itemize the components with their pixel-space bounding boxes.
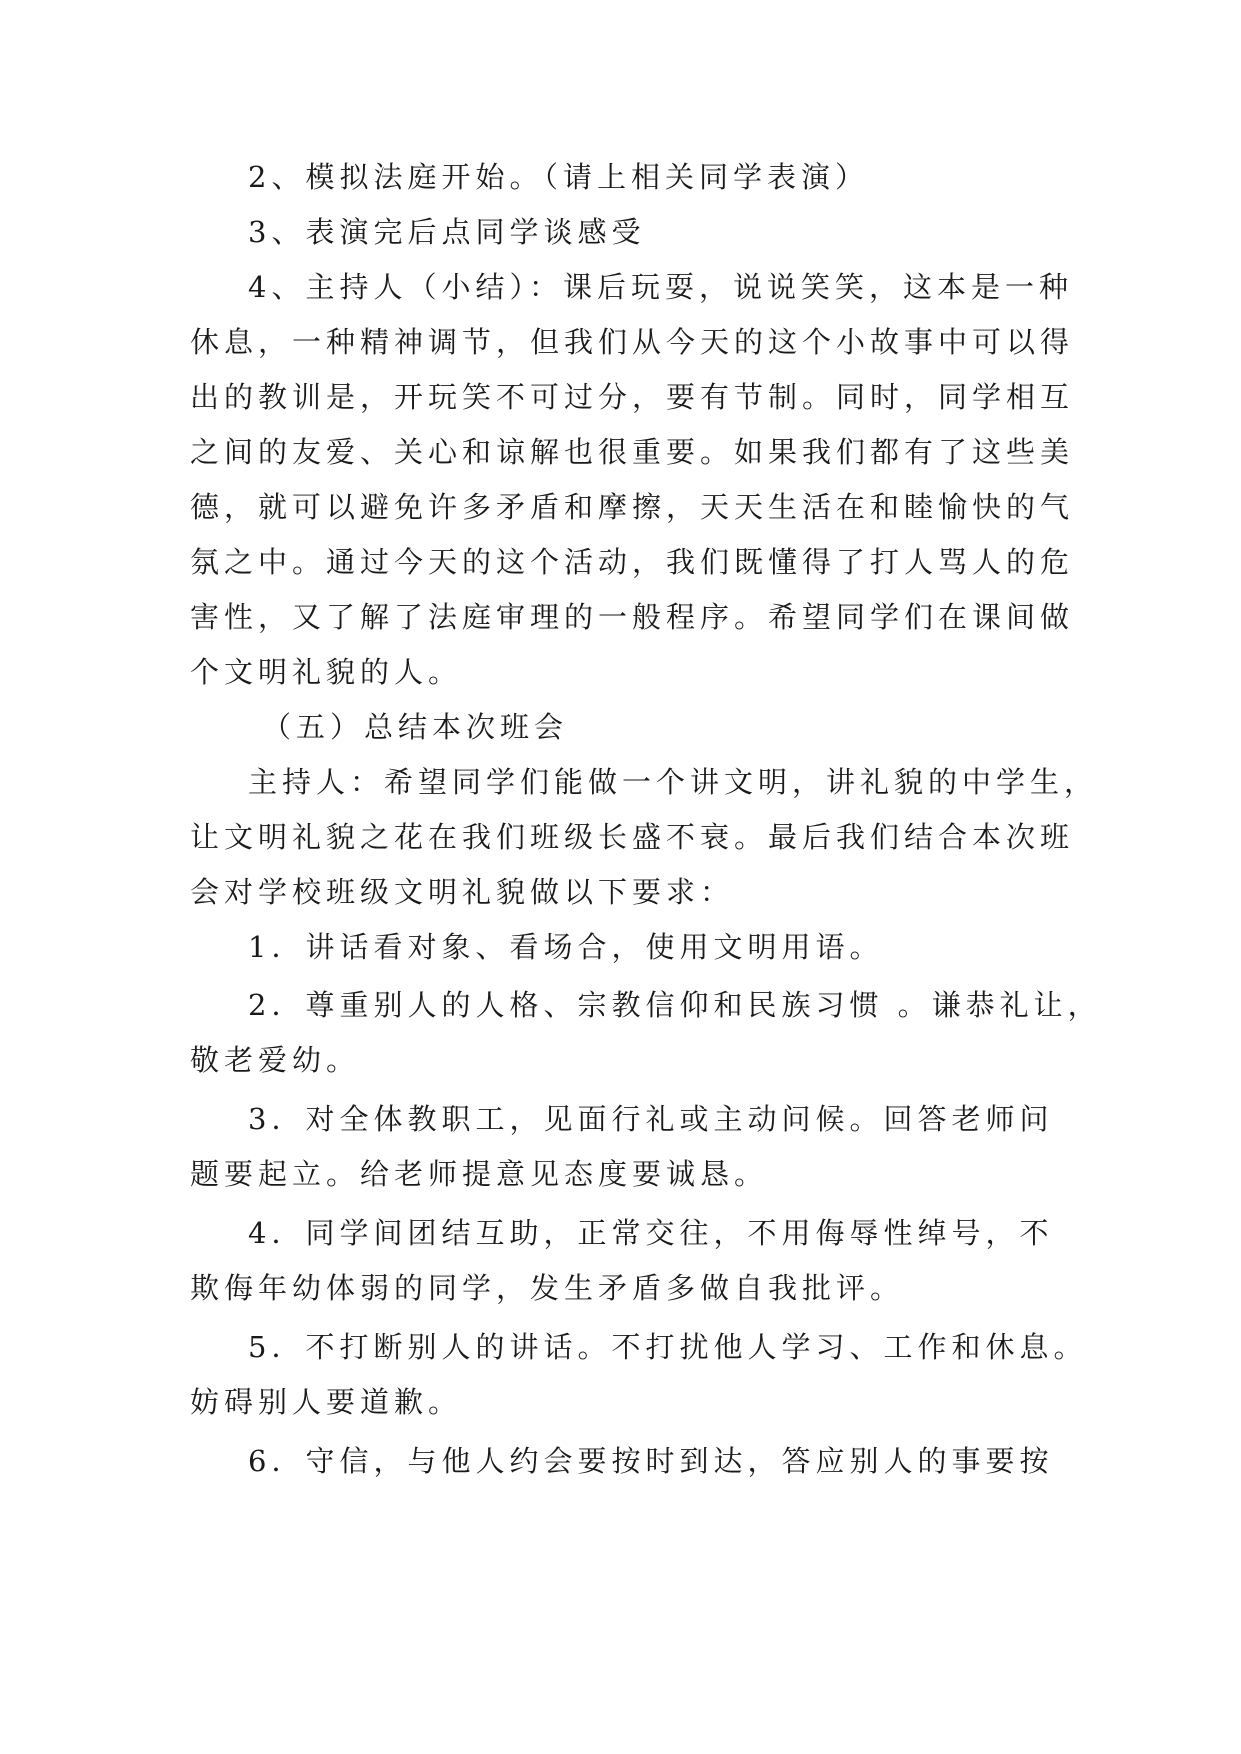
list-item: 6．守信，与他人约会要按时到达，答应别人的事要按	[248, 1444, 1054, 1478]
list-item: 5．不打断别人的讲话。不打扰他人学习、工作和休息。	[248, 1330, 1088, 1364]
section-heading: （五）总结本次班会	[262, 710, 569, 744]
text-line: 4、主持人（小结）：课后玩耍，说说笑笑，这本是一种	[248, 270, 1073, 304]
text-line: 个文明礼貌的人。	[190, 655, 463, 689]
list-item: 4．同学间团结互助，正常交往，不用侮辱性绰号，不	[248, 1216, 1054, 1250]
text-line: 氛之中。通过今天的这个活动，我们既懂得了打人骂人的危	[190, 545, 1075, 579]
text-line: 妨碍别人要道歉。	[190, 1385, 463, 1419]
text-line: 德，就可以避免许多矛盾和摩擦，天天生活在和睦愉快的气	[190, 490, 1075, 524]
list-item: 2．尊重别人的人格、宗教信仰和民族习惯 。谦恭礼让，	[248, 988, 1102, 1022]
text-line: 3、表演完后点同学谈感受	[248, 215, 646, 249]
text-line: 题要起立。给老师提意见态度要诚恳。	[190, 1157, 769, 1191]
text-line: 敬老爱幼。	[190, 1043, 361, 1077]
text-line: 欺侮年幼体弱的同学，发生矛盾多做自我批评。	[190, 1271, 905, 1305]
list-item: 3．对全体教职工，见面行礼或主动问候。回答老师问	[248, 1102, 1054, 1136]
list-item: 1．讲话看对象、看场合，使用文明用语。	[248, 930, 884, 964]
text-line: 出的教训是，开玩笑不可过分，要有节制。同时，同学相互	[190, 380, 1075, 414]
text-line: 休息，一种精神调节，但我们从今天的这个小故事中可以得	[190, 325, 1075, 359]
text-line: 2、模拟法庭开始。（请上相关同学表演）	[248, 160, 869, 194]
text-line: 之间的友爱、关心和谅解也很重要。如果我们都有了这些美	[190, 435, 1075, 469]
text-line: 主持人：希望同学们能做一个讲文明，讲礼貌的中学生，	[248, 765, 1099, 799]
text-line: 会对学校班级文明礼貌做以下要求：	[190, 875, 735, 909]
text-line: 害性，又了解了法庭审理的一般程序。希望同学们在课间做	[190, 600, 1075, 634]
text-line: 让文明礼貌之花在我们班级长盛不衰。最后我们结合本次班	[190, 820, 1075, 854]
